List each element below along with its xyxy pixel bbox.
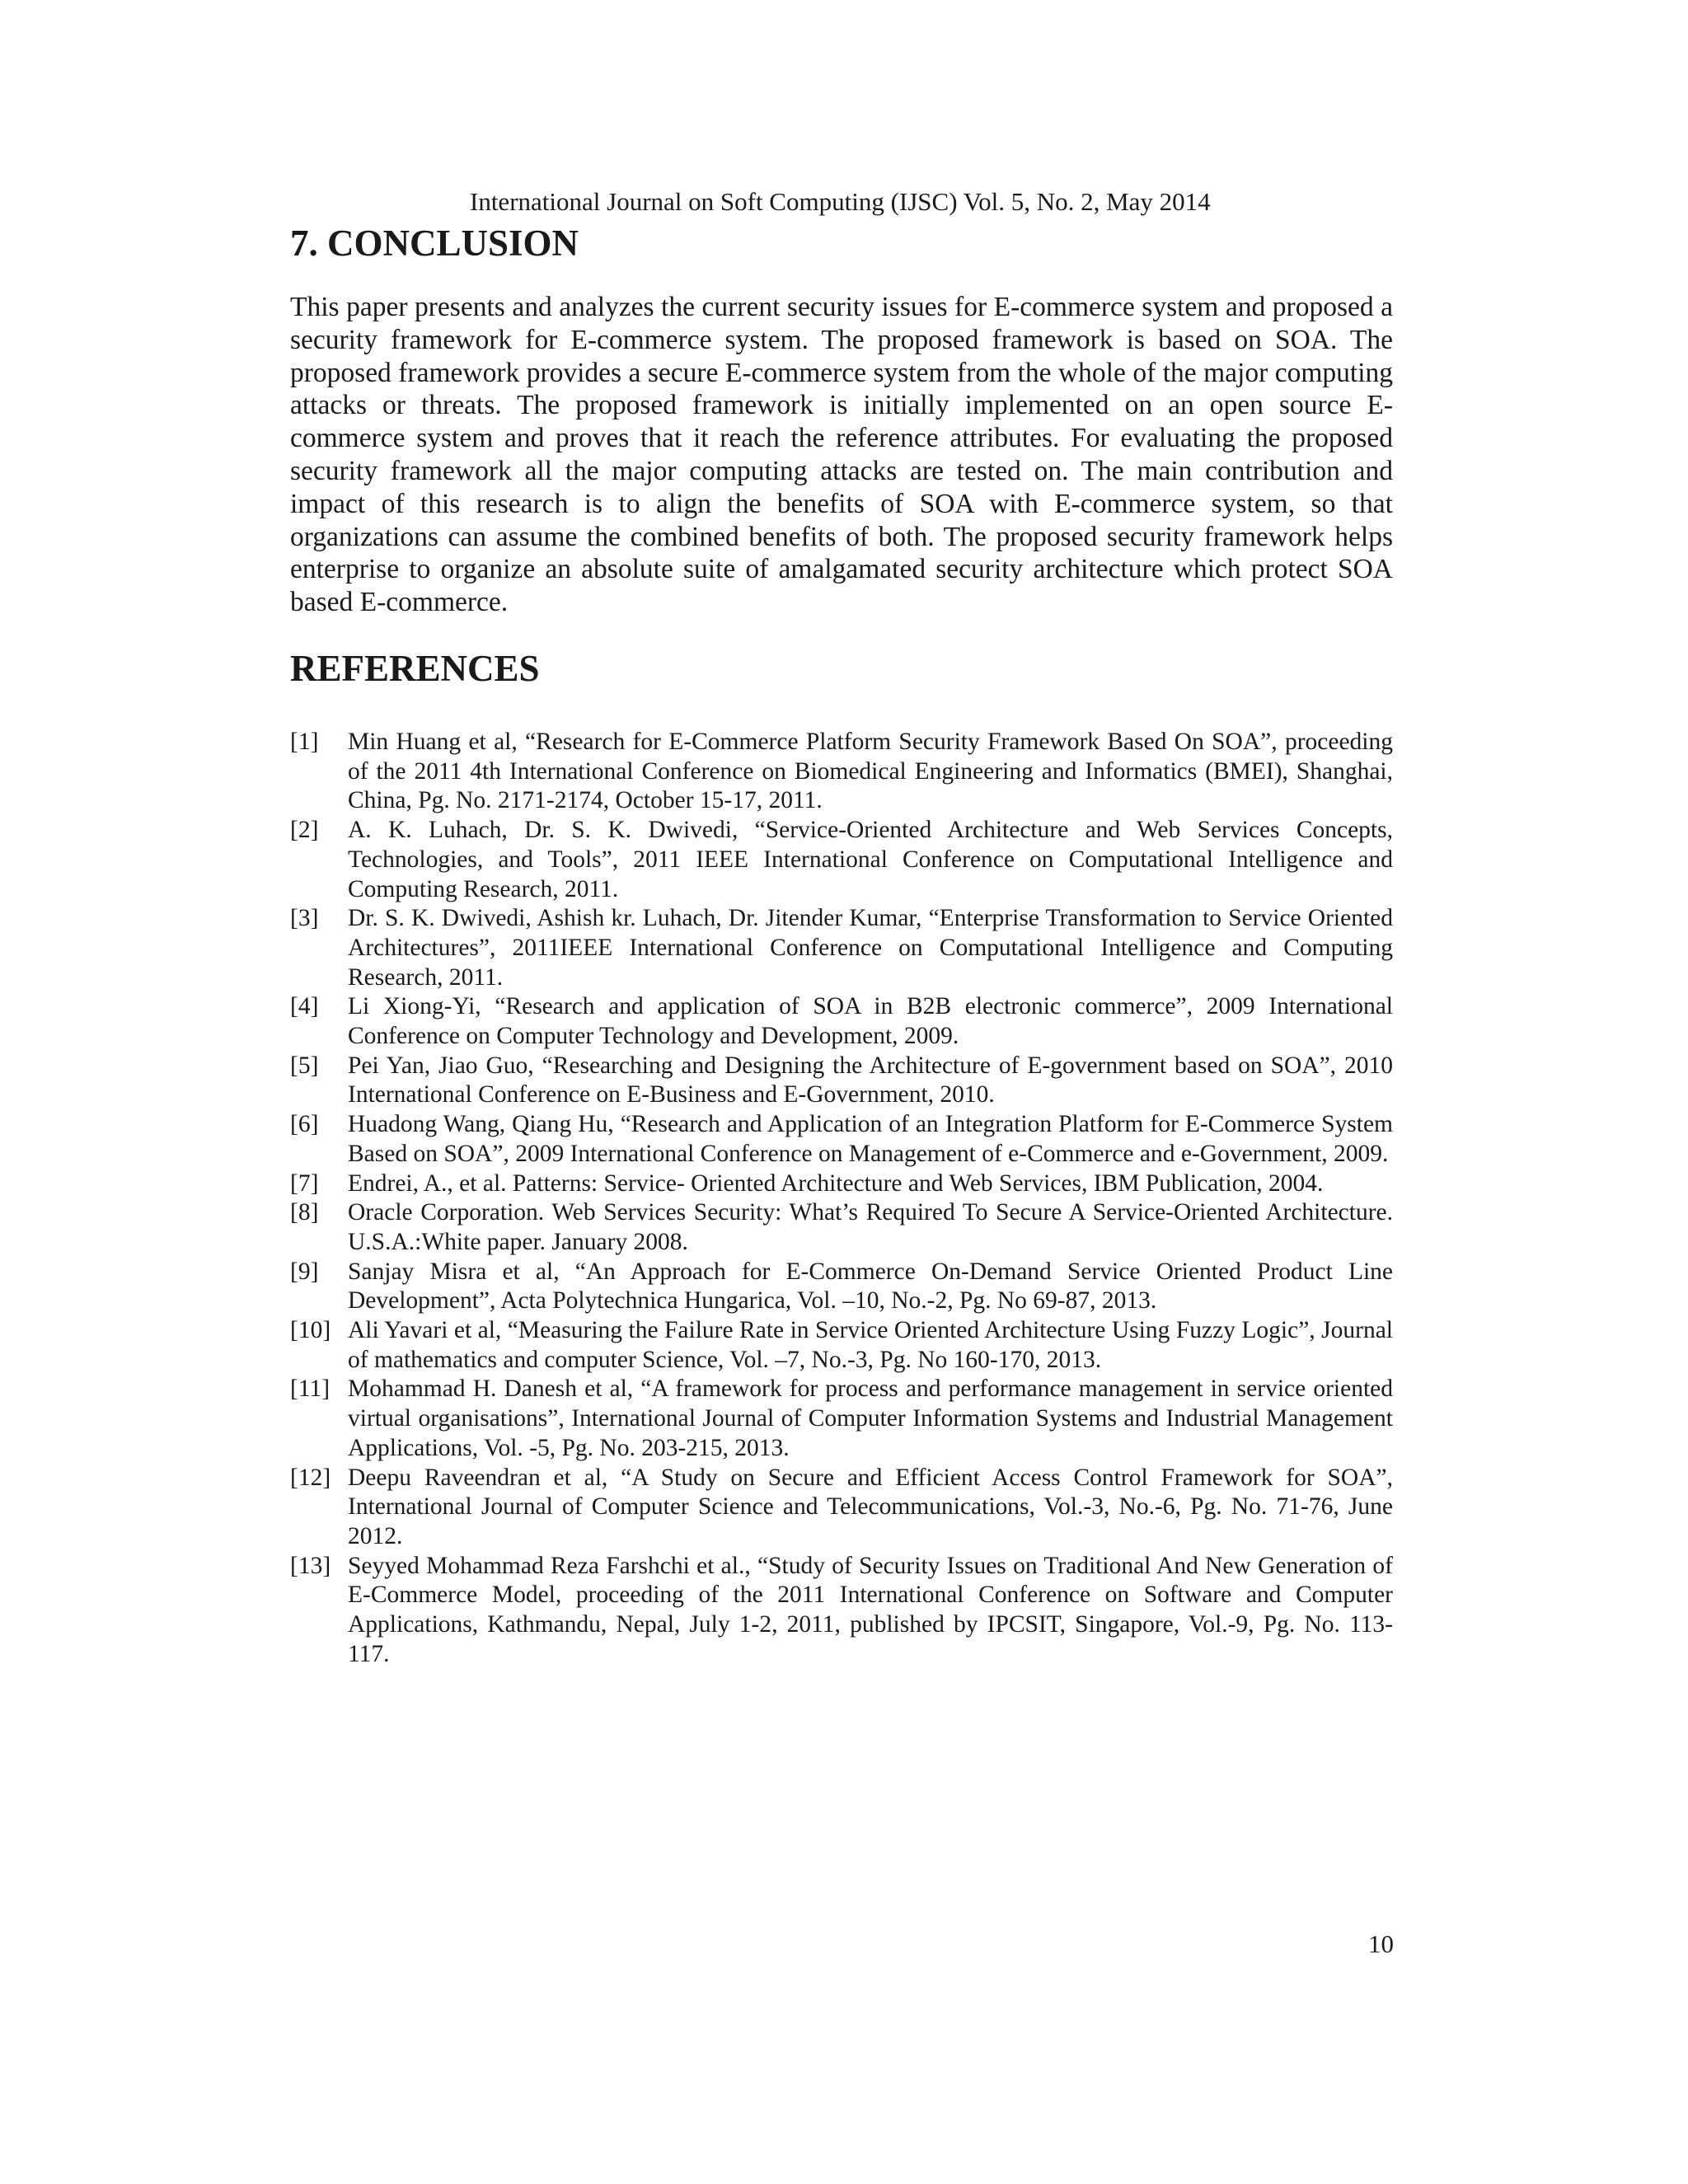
reference-number: [13] bbox=[290, 1552, 331, 1579]
reference-item-9 bbox=[290, 1258, 1393, 1316]
reference-list bbox=[290, 728, 1393, 1670]
reference-text: Min Huang et al, “Research for E-Commerce Platform Security Framework Based On SOA”, proceeding of the 2011 4th International Conference on Biomedical Engineering and Informatics (BMEI), Shanghai, China, Pg. No. 2171-2174, October 15-17, 2011. bbox=[348, 729, 1393, 814]
conclusion-heading: 7. CONCLUSION bbox=[290, 223, 579, 264]
reference-number: [10] bbox=[290, 1317, 331, 1344]
reference-number: [2] bbox=[290, 817, 319, 844]
page-number: 10 bbox=[1368, 1929, 1394, 1958]
reference-number: [6] bbox=[290, 1111, 319, 1138]
reference-item-12 bbox=[290, 1464, 1393, 1552]
reference-number: [11] bbox=[290, 1376, 331, 1403]
reference-item-4 bbox=[290, 992, 1393, 1051]
reference-number: [7] bbox=[290, 1169, 319, 1197]
reference-text: A. K. Luhach, Dr. S. K. Dwivedi, “Service-Oriented Architecture and Web Services Concepts, Technologies, and Tools”, 2011 IEEE International Conference on Computational Intelligence and Computing Research, 2011. bbox=[348, 817, 1393, 902]
reference-text: Li Xiong-Yi, “Research and application of SOA in B2B electronic commerce”, 2009 International Conference on Computer Technology and Development, 2009. bbox=[348, 993, 1393, 1050]
reference-text: Oracle Corporation. Web Services Security: What’s Required To Secure A Service-Oriented Architecture. U.S.A.:White paper. January 2008. bbox=[348, 1199, 1393, 1255]
reference-text: Ali Yavari et al, “Measuring the Failure Rate in Service Oriented Architecture Using Fuzzy Logic”, Journal of mathematics and computer Science, Vol. –7, No.-3, Pg. No 160-170, 2013. bbox=[348, 1317, 1393, 1373]
reference-number: [9] bbox=[290, 1258, 319, 1285]
reference-text: Huadong Wang, Qiang Hu, “Research and Application of an Integration Platform for E-Commerce System Based on SOA”, 2009 International Conference on Management of e-Commerce and e-Government, 2009. bbox=[348, 1111, 1393, 1167]
reference-text: Dr. S. K. Dwivedi, Ashish kr. Luhach, Dr. Jitender Kumar, “Enterprise Transformation to Service Oriented Architectures”, 2011IEEE International Conference on Computational Intelligence and Computing Research, 2011. bbox=[348, 905, 1393, 991]
reference-text: Sanjay Misra et al, “An Approach for E-Commerce On-Demand Service Oriented Product Line Development”, Acta Polytechnica Hungarica, Vol. –10, No.-2, Pg. No 69-87, 2013. bbox=[348, 1258, 1393, 1315]
reference-text: Mohammad H. Danesh et al, “A framework for process and performance management in service oriented virtual organisations”, International Journal of Computer Information Systems and Industrial Management Applications, Vol. -5, Pg. No. 203-215, 2013. bbox=[348, 1376, 1393, 1461]
reference-item-1 bbox=[290, 728, 1393, 816]
reference-item-8 bbox=[290, 1198, 1393, 1257]
references-heading: REFERENCES bbox=[290, 648, 540, 689]
reference-item-13 bbox=[290, 1552, 1393, 1670]
reference-text: Pei Yan, Jiao Guo, “Researching and Designing the Architecture of E-government based on SOA”, 2010 International Conference on E-Business and E-Government, 2010. bbox=[348, 1052, 1393, 1108]
reference-item-2 bbox=[290, 816, 1393, 904]
reference-number: [8] bbox=[290, 1199, 319, 1226]
reference-item-5 bbox=[290, 1052, 1393, 1110]
reference-item-7 bbox=[290, 1169, 1393, 1199]
reference-number: [5] bbox=[290, 1052, 319, 1079]
running-header: International Journal on Soft Computing (IJSC) Vol. 5, No. 2, May 2014 bbox=[470, 187, 1211, 216]
reference-number: [1] bbox=[290, 729, 319, 755]
reference-text: Deepu Raveendran et al, “A Study on Secure and Efficient Access Control Framework for SOA”, International Journal of Computer Science and Telecommunications, Vol.-3, No.-6, Pg. No. 71-76, June 2012. bbox=[348, 1464, 1393, 1549]
reference-item-10 bbox=[290, 1316, 1393, 1375]
reference-item-6 bbox=[290, 1110, 1393, 1169]
conclusion-paragraph: This paper presents and analyzes the current security issues for E-commerce system and proposed a security framework for E-commerce system. The proposed framework is based on SOA. The proposed framework provides a secure E-commerce system from the whole of the major computing attacks or threats. The proposed framework is initially implemented on an open source E-commerce system and proves that it reach the reference attributes. For evaluating the proposed security framework all the major computing attacks are tested on. The main contribution and impact of this research is to align the benefits of SOA with E-commerce system, so that organizations can assume the combined benefits of both. The proposed security framework helps enterprise to organize an absolute suite of amalgamated security architecture which protect SOA based E-commerce. bbox=[290, 292, 1393, 618]
reference-text: Seyyed Mohammad Reza Farshchi et al., “Study of Security Issues on Traditional And New Generation of E-Commerce Model, proceeding of the 2011 International Conference on Software and Computer Applications, Kathmandu, Nepal, July 1-2, 2011, published by IPCSIT, Singapore, Vol.-9, Pg. No. 113- 117. bbox=[348, 1552, 1393, 1667]
reference-item-11 bbox=[290, 1375, 1393, 1463]
reference-text: Endrei, A., et al. Patterns: Service- Oriented Architecture and Web Services, IBM Publication, 2004. bbox=[348, 1169, 1324, 1197]
reference-number: [3] bbox=[290, 905, 319, 932]
reference-number: [12] bbox=[290, 1464, 331, 1491]
reference-item-3 bbox=[290, 904, 1393, 992]
reference-number: [4] bbox=[290, 993, 319, 1020]
